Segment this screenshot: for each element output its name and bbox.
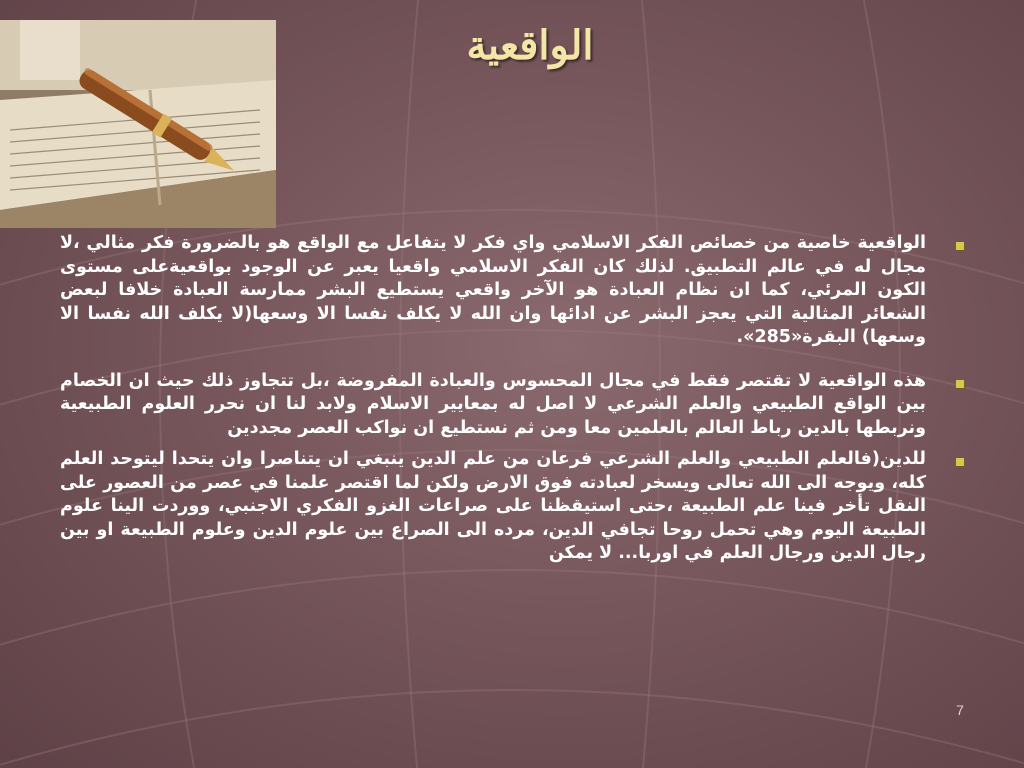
bullet-item (60, 370, 972, 441)
slide-title: الواقعية (466, 22, 594, 69)
page-number: 7 (956, 702, 964, 718)
book-and-pen-image (0, 20, 276, 228)
bullet-item (60, 448, 972, 566)
bullet-square-icon (956, 242, 964, 250)
bullet-list (60, 232, 972, 662)
bullet-square-icon (956, 458, 964, 466)
bullet-text: للدين(فالعلم الطبيعي والعلم الشرعي فرعان من علم الدين ينبغي ان يتناصرا وان يتحدا ليتوحد العلم كله، ويوجه الى الله تعالى ويسخر لعبادته فوق الارض ولكن لما اقتصر علمنا في عصر من العصور على النقل تأخر فينا علم الطبيعة ،حتى استيقظنا على صراعات الغزو الفكري الاجنبي، ووردت الينا علوم الطبيعة اليوم وهي تحمل روحا تجافي الدين، مرده الى الصراع بين علوم الدين وعلوم الطبيعة او بين رجال الدين ورجال العلم في اوربا... لا يمكن (60, 449, 926, 563)
bullet-text: هذه الواقعية لا تقتصر فقط في مجال المحسوس والعبادة المفروضة ،بل تتجاوز ذلك حيث ان الخصام بين الواقع الطبيعي والعلم الشرعي لا اصل له بمعايير الاسلام ولابد لنا ان نحرر العلوم الطبيعية ونربطها بالدين رباط العالم بالعلمين معا ومن ثم نستطيع ان نواكب العصر مجددين (60, 370, 926, 438)
bullet-item (60, 232, 972, 350)
bullet-text: الواقعية خاصية من خصائص الفكر الاسلامي واي فكر لا يتفاعل مع الواقع هو بالضرورة فكر مثالي ،لا مجال له في عالم التطبيق. لذلك كان الفكر الاسلامي واقعيا يعبر عن الوجود بواقعيةعلى مستوى الكون المرئي، كما ان نظام العبادة هو الآخر واقعي يستطيع البشر ممارسة العبادة خلافا لبعض الشعائر المثالية التي يعجز البشر عن ادائها وان الله لا يكلف نفسا الا وسعها(لا يكلف الله نفسا الا وسعها) البقرة«285». (60, 233, 926, 347)
bullet-square-icon (956, 380, 964, 388)
